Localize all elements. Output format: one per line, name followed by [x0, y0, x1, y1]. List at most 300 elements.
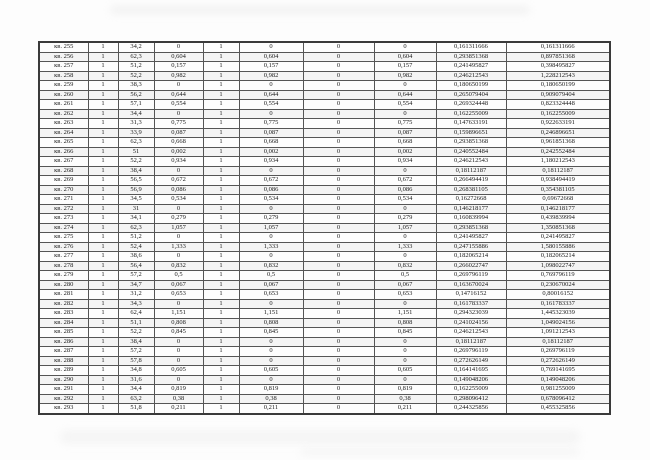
table-cell: 0 [154, 204, 203, 214]
row-label: кв. 291 [39, 385, 88, 395]
table-cell: 0,241495827 [436, 233, 506, 243]
table-cell: 62,3 [118, 138, 154, 148]
table-cell: 0 [154, 356, 203, 366]
table-cell: 0,832 [154, 261, 203, 271]
table-cell: 0,180650199 [436, 81, 506, 91]
table-cell: 51 [118, 147, 154, 157]
table-cell: 0,240552484 [436, 147, 506, 157]
scan-artifact [110, 6, 530, 14]
table-cell: 0,354381105 [506, 185, 610, 195]
table-cell: 1 [88, 100, 118, 110]
table-cell: 34,5 [118, 195, 154, 205]
table-cell: 0,146218177 [436, 204, 506, 214]
table-cell: 0,265079404 [436, 90, 506, 100]
table-cell: 0,644 [154, 90, 203, 100]
row-label: кв. 271 [39, 195, 88, 205]
table-cell: 0 [303, 394, 374, 404]
table-cell: 1,091212543 [506, 328, 610, 338]
table-cell: 0 [374, 252, 436, 262]
table-cell: 1 [88, 147, 118, 157]
table-cell: 0,832 [239, 261, 303, 271]
table-cell: 1 [88, 62, 118, 72]
table-cell: 0 [303, 328, 374, 338]
row-label: кв. 280 [39, 280, 88, 290]
table-cell: 0,455325856 [506, 404, 610, 414]
table-cell: 0 [303, 271, 374, 281]
table-cell: 56,9 [118, 185, 154, 195]
row-label: кв. 259 [39, 81, 88, 91]
table-cell: 0,242552484 [506, 147, 610, 157]
table-row [39, 290, 610, 300]
table-cell: 0 [303, 62, 374, 72]
table-row [39, 71, 610, 81]
table-cell: 0,182065214 [506, 252, 610, 262]
table-cell: 0 [239, 299, 303, 309]
table-cell: 0,398495827 [506, 62, 610, 72]
table-row [39, 375, 610, 385]
table-cell: 0,832 [374, 261, 436, 271]
table-cell: 1 [88, 252, 118, 262]
table-cell: 0,18112187 [506, 166, 610, 176]
table-cell: 0 [374, 81, 436, 91]
table-cell: 0,211 [239, 404, 303, 414]
table-cell: 0,160839994 [436, 214, 506, 224]
table-cell: 1,228212543 [506, 71, 610, 81]
table-cell: 0,086 [154, 185, 203, 195]
table-cell: 1,333 [154, 242, 203, 252]
table-cell: 0,294323039 [436, 309, 506, 319]
table-row [39, 404, 610, 414]
table-cell: 0 [154, 252, 203, 262]
table-cell: 1 [88, 404, 118, 414]
table-cell: 0,845 [154, 328, 203, 338]
table-cell: 0,211 [374, 404, 436, 414]
table-cell: 0,605 [239, 366, 303, 376]
table-cell: 0 [239, 166, 303, 176]
table-cell: 0,293851368 [436, 52, 506, 62]
table-cell: 0 [303, 252, 374, 262]
table-cell: 1 [88, 356, 118, 366]
table-cell: 0 [303, 280, 374, 290]
row-label: кв. 266 [39, 147, 88, 157]
table-cell: 1,049024156 [506, 318, 610, 328]
table-cell: 0,246212543 [436, 71, 506, 81]
table-cell: 0,266022747 [436, 261, 506, 271]
table-cell: 0,672 [154, 176, 203, 186]
table-cell: 1 [88, 138, 118, 148]
table-cell: 0 [303, 71, 374, 81]
table-cell: 0,18112187 [436, 337, 506, 347]
table-cell: 0,269796119 [436, 271, 506, 281]
table-cell: 0 [303, 318, 374, 328]
table-row [39, 328, 610, 338]
row-label: кв. 290 [39, 375, 88, 385]
table-cell: 62,3 [118, 223, 154, 233]
table-cell: 0 [154, 375, 203, 385]
table-cell: 0 [303, 52, 374, 62]
table-cell: 0,897851368 [506, 52, 610, 62]
table-cell: 1 [88, 119, 118, 129]
table-cell: 0,644 [374, 90, 436, 100]
table-cell: 0 [303, 309, 374, 319]
table-cell: 0 [303, 128, 374, 138]
row-label: кв. 292 [39, 394, 88, 404]
table-cell: 0,678096412 [506, 394, 610, 404]
table-cell: 34,2 [118, 42, 154, 52]
table-cell: 0 [374, 42, 436, 52]
table-cell: 0 [154, 109, 203, 119]
table-cell: 0 [154, 166, 203, 176]
table-cell: 0,157 [374, 62, 436, 72]
table-cell: 1 [88, 261, 118, 271]
table-cell: 0,819 [374, 385, 436, 395]
row-label: кв. 275 [39, 233, 88, 243]
apartment-data-table [38, 41, 611, 415]
table-cell: 0 [154, 81, 203, 91]
table-cell: 1,445323039 [506, 309, 610, 319]
table-cell: 0 [303, 375, 374, 385]
table-cell: 0,775 [154, 119, 203, 129]
table-cell: 1 [88, 242, 118, 252]
table-cell: 57,1 [118, 100, 154, 110]
table-cell: 0 [303, 242, 374, 252]
table-cell: 0 [239, 356, 303, 366]
table-cell: 0,002 [239, 147, 303, 157]
table-cell: 38,3 [118, 81, 154, 91]
table-cell: 0 [303, 347, 374, 357]
table-cell: 0,002 [374, 147, 436, 157]
table-cell: 0,067 [239, 280, 303, 290]
table-cell: 0,981255009 [506, 385, 610, 395]
table-cell: 0 [303, 385, 374, 395]
table-cell: 0 [303, 109, 374, 119]
table-cell: 1 [88, 195, 118, 205]
table-cell: 1 [203, 100, 239, 110]
table-cell: 31,2 [118, 290, 154, 300]
table-cell: 0,161783337 [506, 299, 610, 309]
table-cell: 1,151 [239, 309, 303, 319]
row-label: кв. 258 [39, 71, 88, 81]
scan-artifact [300, 448, 580, 456]
table-cell: 1,151 [374, 309, 436, 319]
row-label: кв. 265 [39, 138, 88, 148]
table-row [39, 90, 610, 100]
table-cell: 52,2 [118, 157, 154, 167]
table-cell: 0,279 [374, 214, 436, 224]
table-cell: 0,182065214 [436, 252, 506, 262]
table-row [39, 81, 610, 91]
table-cell: 62,4 [118, 309, 154, 319]
table-cell: 0,162255009 [436, 385, 506, 395]
row-label: кв. 257 [39, 62, 88, 72]
row-label: кв. 288 [39, 356, 88, 366]
table-cell: 0,808 [154, 318, 203, 328]
table-cell: 0 [374, 109, 436, 119]
table-cell: 0 [303, 195, 374, 205]
table-cell: 1 [88, 90, 118, 100]
table-cell: 0 [303, 337, 374, 347]
row-label: кв. 285 [39, 328, 88, 338]
table-cell: 1,057 [374, 223, 436, 233]
table-cell: 0,982 [154, 71, 203, 81]
table-cell: 0 [154, 42, 203, 52]
table-cell: 0 [303, 100, 374, 110]
table-cell: 1 [203, 109, 239, 119]
row-label: кв. 287 [39, 347, 88, 357]
row-label: кв. 273 [39, 214, 88, 224]
row-label: кв. 263 [39, 119, 88, 129]
table-cell: 0,268381105 [436, 185, 506, 195]
table-cell: 0 [374, 204, 436, 214]
table-cell: 0 [154, 347, 203, 357]
table-cell: 1 [88, 166, 118, 176]
table-cell: 0,241495827 [506, 233, 610, 243]
table-cell: 0 [303, 119, 374, 129]
table-cell: 1 [203, 195, 239, 205]
table-cell: 0,534 [154, 195, 203, 205]
table-cell: 1 [88, 128, 118, 138]
table-cell: 0,439839994 [506, 214, 610, 224]
table-cell: 1 [203, 214, 239, 224]
table-cell: 1 [203, 81, 239, 91]
table-row [39, 157, 610, 167]
table-cell: 1 [203, 290, 239, 300]
table-cell: 0,246212543 [436, 157, 506, 167]
table-cell: 0,653 [154, 290, 203, 300]
table-cell: 0,279 [154, 214, 203, 224]
table-cell: 1 [88, 233, 118, 243]
table-cell: 38,6 [118, 252, 154, 262]
table-row [39, 233, 610, 243]
table-cell: 0,934 [239, 157, 303, 167]
table-row [39, 42, 610, 52]
apartment-table-body [39, 42, 610, 414]
table-cell: 0,293851368 [436, 223, 506, 233]
table-cell: 0,653 [239, 290, 303, 300]
table-row [39, 261, 610, 271]
table-row [39, 385, 610, 395]
table-cell: 1 [203, 62, 239, 72]
table-cell: 1 [203, 128, 239, 138]
table-row [39, 100, 610, 110]
table-cell: 1,151 [154, 309, 203, 319]
table-cell: 0,164141695 [436, 366, 506, 376]
table-row [39, 62, 610, 72]
table-cell: 1 [88, 109, 118, 119]
table-cell: 51,8 [118, 404, 154, 414]
table-cell: 1 [203, 242, 239, 252]
table-cell: 0,604 [374, 52, 436, 62]
table-cell: 1 [88, 290, 118, 300]
table-cell: 0,672 [374, 176, 436, 186]
table-cell: 0 [239, 81, 303, 91]
table-cell: 34,7 [118, 280, 154, 290]
table-cell: 1,057 [239, 223, 303, 233]
table-cell: 1 [203, 223, 239, 233]
table-cell: 0 [154, 233, 203, 243]
table-cell: 0,819 [239, 385, 303, 395]
table-cell: 0 [239, 109, 303, 119]
table-cell: 34,1 [118, 214, 154, 224]
table-cell: 0,604 [239, 52, 303, 62]
table-row [39, 166, 610, 176]
table-cell: 0,18112187 [506, 337, 610, 347]
row-label: кв. 264 [39, 128, 88, 138]
table-cell: 0 [239, 42, 303, 52]
table-cell: 0,159896651 [436, 128, 506, 138]
row-label: кв. 256 [39, 52, 88, 62]
table-cell: 0 [374, 347, 436, 357]
table-cell: 0 [303, 223, 374, 233]
row-label: кв. 284 [39, 318, 88, 328]
table-cell: 0,002 [154, 147, 203, 157]
table-cell: 0,067 [374, 280, 436, 290]
row-label: кв. 278 [39, 261, 88, 271]
table-cell: 0,16272668 [436, 195, 506, 205]
table-cell: 0,293851368 [436, 138, 506, 148]
table-row [39, 347, 610, 357]
table-cell: 0,266494419 [436, 176, 506, 186]
table-cell: 0,554 [374, 100, 436, 110]
table-cell: 1 [88, 347, 118, 357]
row-label: кв. 262 [39, 109, 88, 119]
table-cell: 0 [303, 404, 374, 414]
table-cell: 31,6 [118, 375, 154, 385]
table-cell: 0,087 [374, 128, 436, 138]
table-row [39, 195, 610, 205]
table-cell: 0 [303, 261, 374, 271]
table-cell: 0,69672668 [506, 195, 610, 205]
table-cell: 1 [203, 271, 239, 281]
table-cell: 0 [239, 337, 303, 347]
table-cell: 1 [88, 71, 118, 81]
table-cell: 1 [88, 223, 118, 233]
table-cell: 1 [88, 309, 118, 319]
row-label: кв. 260 [39, 90, 88, 100]
row-label: кв. 293 [39, 404, 88, 414]
table-cell: 0 [303, 233, 374, 243]
table-row [39, 356, 610, 366]
table-row [39, 109, 610, 119]
table-cell: 0,808 [239, 318, 303, 328]
table-cell: 31,3 [118, 119, 154, 129]
table-cell: 57,2 [118, 271, 154, 281]
table-cell: 0 [374, 375, 436, 385]
table-cell: 1 [203, 185, 239, 195]
table-cell: 1 [203, 166, 239, 176]
table-cell: 0,534 [374, 195, 436, 205]
table-row [39, 299, 610, 309]
row-label: кв. 281 [39, 290, 88, 300]
table-cell: 0,938494419 [506, 176, 610, 186]
table-row [39, 223, 610, 233]
table-cell: 0,605 [154, 366, 203, 376]
table-cell: 0 [303, 299, 374, 309]
table-cell: 0,909079404 [506, 90, 610, 100]
row-label: кв. 269 [39, 176, 88, 186]
table-cell: 1 [88, 299, 118, 309]
table-cell: 51,1 [118, 318, 154, 328]
table-cell: 0,922633191 [506, 119, 610, 129]
table-row [39, 394, 610, 404]
table-cell: 0 [303, 356, 374, 366]
table-cell: 0,086 [239, 185, 303, 195]
table-cell: 0,644 [239, 90, 303, 100]
row-label: кв. 276 [39, 242, 88, 252]
table-cell: 1,580155886 [506, 242, 610, 252]
table-cell: 0,157 [239, 62, 303, 72]
table-cell: 0 [374, 356, 436, 366]
table-cell: 1 [203, 337, 239, 347]
table-row [39, 242, 610, 252]
table-cell: 1 [203, 252, 239, 262]
table-cell: 34,4 [118, 385, 154, 395]
table-cell: 0,38 [374, 394, 436, 404]
table-cell: 0 [239, 347, 303, 357]
table-cell: 0,668 [154, 138, 203, 148]
row-label: кв. 282 [39, 299, 88, 309]
table-cell: 0 [374, 299, 436, 309]
table-cell: 1 [88, 337, 118, 347]
table-row [39, 252, 610, 262]
table-cell: 0,246212543 [436, 328, 506, 338]
table-cell: 1 [88, 52, 118, 62]
row-label: кв. 286 [39, 337, 88, 347]
table-cell: 0,272626149 [506, 356, 610, 366]
table-cell: 0,653 [374, 290, 436, 300]
table-cell: 1 [88, 328, 118, 338]
table-row [39, 204, 610, 214]
row-label: кв. 272 [39, 204, 88, 214]
table-row [39, 318, 610, 328]
table-cell: 0,769796119 [506, 271, 610, 281]
table-cell: 0 [303, 42, 374, 52]
table-cell: 1 [88, 81, 118, 91]
table-cell: 0,247155886 [436, 242, 506, 252]
table-row [39, 147, 610, 157]
table-cell: 0,672 [239, 176, 303, 186]
table-cell: 0 [303, 176, 374, 186]
table-cell: 0,180650199 [506, 81, 610, 91]
table-cell: 0,211 [154, 404, 203, 414]
table-cell: 1 [203, 42, 239, 52]
table-cell: 0,934 [374, 157, 436, 167]
table-cell: 0,5 [374, 271, 436, 281]
table-cell: 1 [203, 366, 239, 376]
table-row [39, 337, 610, 347]
table-cell: 0 [239, 204, 303, 214]
table-cell: 0,146218177 [506, 204, 610, 214]
table-cell: 0,272626149 [436, 356, 506, 366]
table-cell: 1 [203, 90, 239, 100]
table-cell: 0,269796119 [436, 347, 506, 357]
table-cell: 0,161311666 [506, 42, 610, 52]
table-cell: 1 [88, 394, 118, 404]
table-cell: 0,769141695 [506, 366, 610, 376]
table-cell: 0,162255009 [506, 109, 610, 119]
table-cell: 0,087 [239, 128, 303, 138]
table-cell: 1 [203, 71, 239, 81]
table-cell: 0,279 [239, 214, 303, 224]
table-cell: 1 [203, 280, 239, 290]
table-cell: 56,5 [118, 176, 154, 186]
table-cell: 0 [374, 233, 436, 243]
table-cell: 0,668 [239, 138, 303, 148]
table-cell: 0,241024156 [436, 318, 506, 328]
table-cell: 1 [203, 157, 239, 167]
table-cell: 1 [203, 356, 239, 366]
table-cell: 1 [203, 147, 239, 157]
